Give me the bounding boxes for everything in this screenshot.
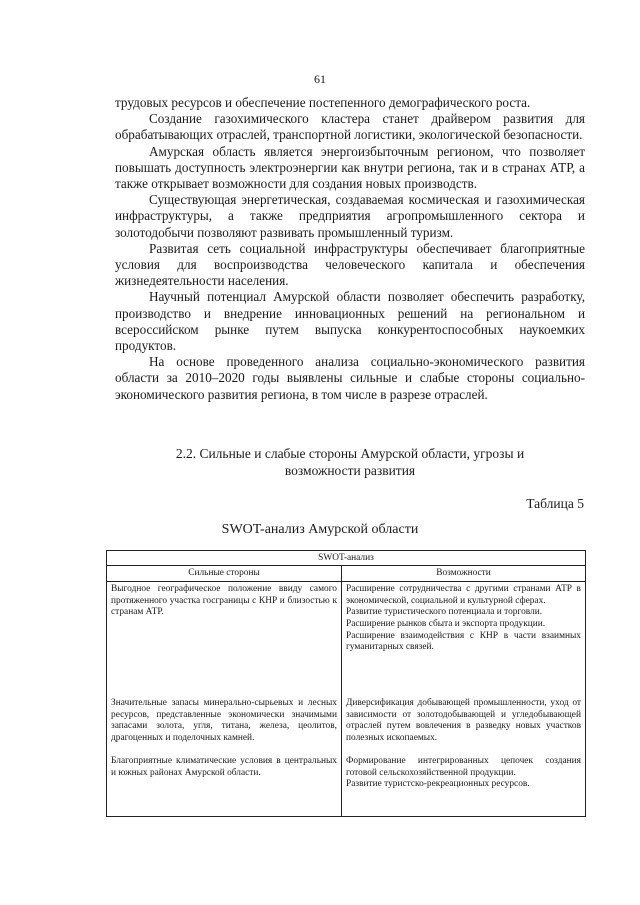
- paragraph: трудовых ресурсов и обеспечение постепенного демографического роста.: [115, 95, 531, 110]
- table-row: [107, 754, 586, 817]
- section-heading-line: 2.2. Сильные и слабые стороны Амурской области, угрозы и: [175, 446, 525, 461]
- opportunity-item: Расширение рынков сбыта и экспорта продукции.: [346, 618, 546, 629]
- paragraph: Создание газохимического кластера станет драйвером развития для обрабатывающих отраслей, транспортной логистики, экологической безопасности.: [115, 111, 585, 143]
- opportunity-item: Расширение взаимодействия с КНР в части взаимных гуманитарных связей.: [346, 630, 581, 653]
- section-heading-line: возможности развития: [284, 462, 416, 478]
- paragraph: Существующая энергетическая, создаваемая космическая и газохимическая инфраструктуры, а также предприятия агропромышленного сектора и золотодобычи позволяют развивать промышленный туризм.: [115, 192, 585, 240]
- opportunities-column-header: Возможности: [342, 565, 586, 582]
- opportunity-item: Диверсификация добывающей промышленности, уход от зависимости от золотодобывающей и угледобывающей отраслей путем вовлечения в разведку новых участков полезных ископаемых.: [346, 698, 581, 743]
- opportunity-cell: [342, 696, 586, 754]
- paragraph: Амурская область является энергоизбыточным регионом, что позволяет повышать доступность электроэнергии как внутри региона, так и в странах АТР, а также открывает возможности для создания новых производств.: [115, 143, 585, 192]
- strength-cell: Значительные запасы минерально-сырьевых и лесных ресурсов, представленные экономически значимыми запасами золота, угля, титана, железа, цеолитов, драгоценных и поделочных камней.: [107, 696, 342, 754]
- strength-cell: Благоприятные климатические условия в центральных и южных районах Амурской области.: [107, 754, 342, 817]
- table-number: Таблица 5: [526, 496, 584, 511]
- opportunity-item: Развитие туристического потенциала и торговли.: [346, 607, 543, 618]
- table-row: [107, 696, 586, 754]
- paragraph: На основе проведенного анализа социально-экономического развития области за 2010–2020 годы выявлены сильные и слабые стороны социально-экономического развития региона, в том числе в разрезе отраслей.: [115, 354, 585, 402]
- table-row: [107, 582, 586, 697]
- page-number: 61: [314, 72, 326, 86]
- section-heading: [115, 446, 585, 479]
- opportunity-cell: [342, 582, 586, 697]
- paragraph: Научный потенциал Амурской области позволяет обеспечить разработку, производство и внедрение инновационных решений на региональном и всероссийском рынке путем выпуска конкурентоспособных наукоемких продуктов.: [115, 289, 585, 354]
- body-text: [115, 95, 585, 403]
- table-title: SWOT-анализ Амурской области: [221, 522, 419, 537]
- strengths-column-header: Сильные стороны: [107, 565, 342, 582]
- swot-table: [106, 550, 586, 817]
- strength-cell: Выгодное географическое положение ввиду самого протяженного участка госграницы с КНР и близостью к странам АТР.: [107, 582, 342, 697]
- opportunity-item: Развитие туристско-рекреационных ресурсов.: [346, 779, 530, 790]
- paragraph: Развитая сеть социальной инфраструктуры обеспечивает благоприятные условия для воспроизводства человеческого капитала и обеспечения жизнедеятельности населения.: [115, 240, 585, 289]
- opportunity-item: Формирование интегрированных цепочек создания готовой сельскохозяйственной продукции.: [346, 756, 581, 778]
- opportunity-item: Расширение сотрудничества с другими странами АТР в экономической, социальной и культурной сферах.: [346, 584, 581, 606]
- swot-table-header: SWOT-анализ: [107, 551, 586, 566]
- opportunity-cell: [342, 754, 586, 817]
